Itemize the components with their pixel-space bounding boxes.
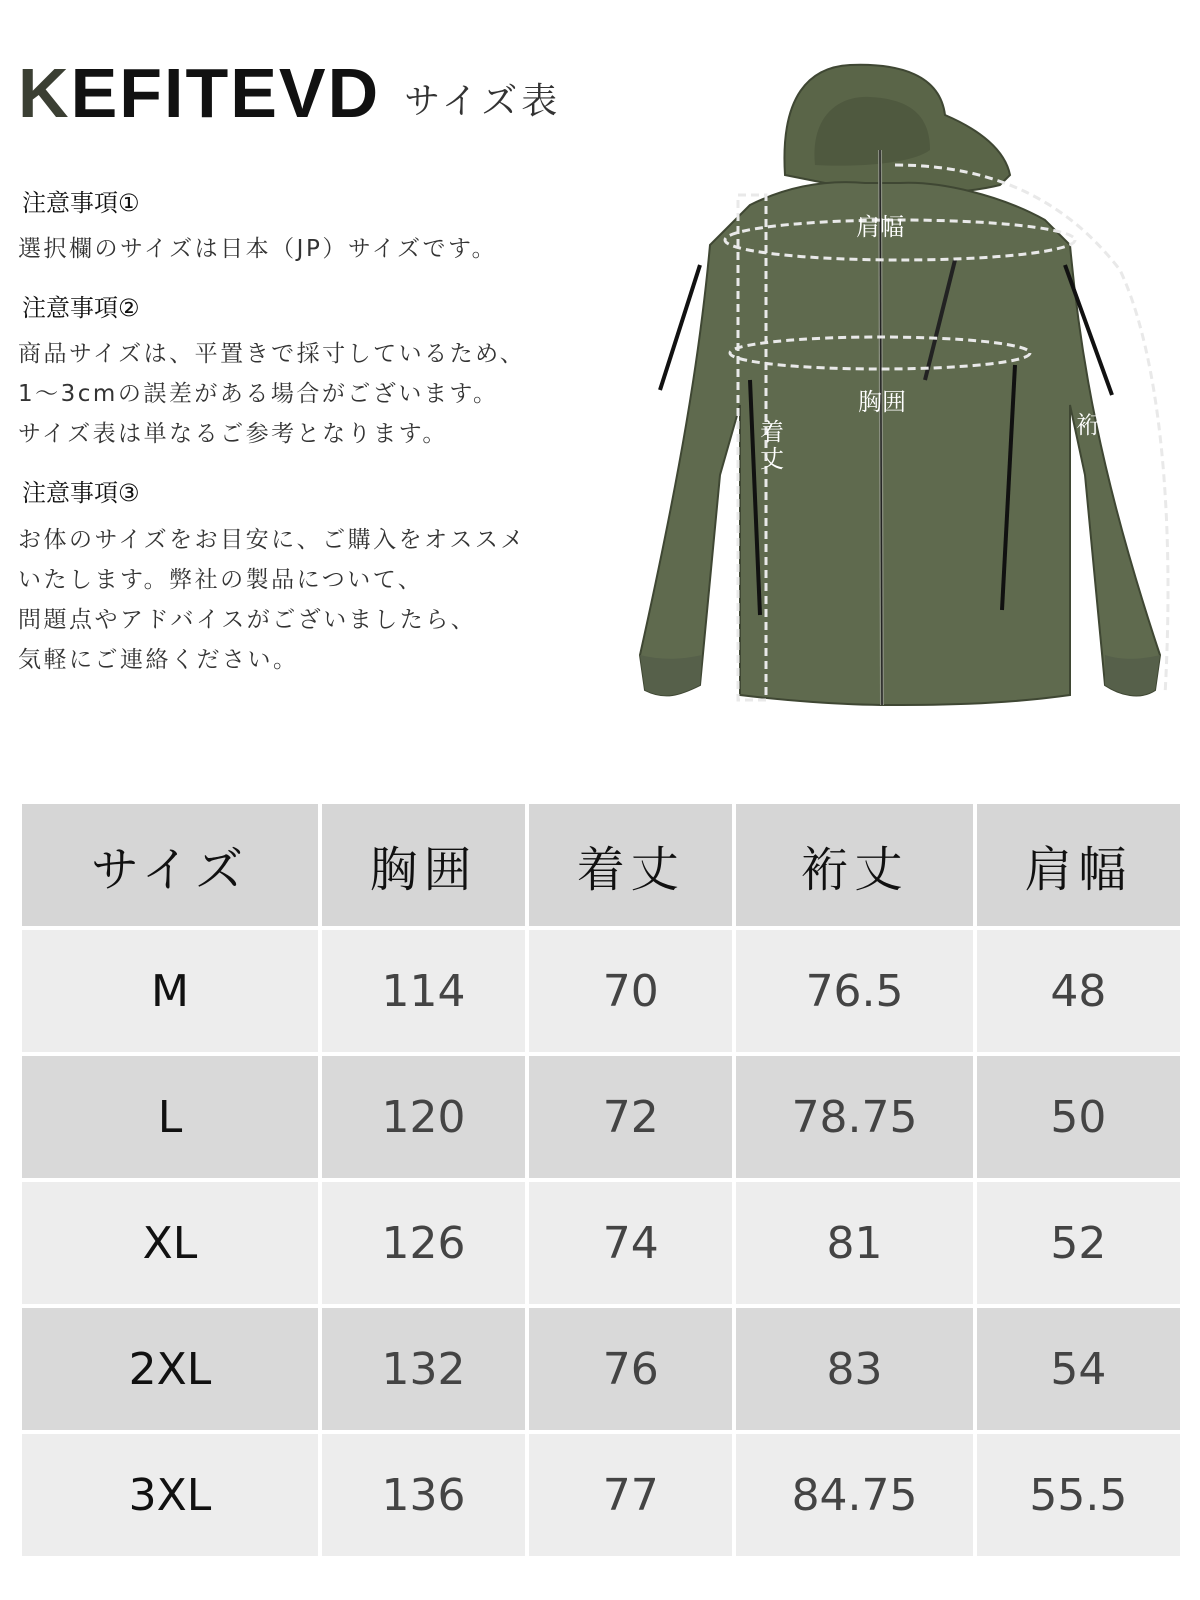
cell-sleeve: 84.75	[736, 1434, 972, 1556]
header-length: 着丈	[529, 804, 732, 926]
brand-logo-k: K	[18, 54, 71, 132]
cell-shoulder: 48	[977, 930, 1180, 1052]
cell-sleeve: 78.75	[736, 1056, 972, 1178]
note-1	[18, 188, 608, 269]
brand-logo	[18, 54, 381, 132]
length-label-top: 着	[760, 418, 784, 446]
header-shoulder: 肩幅	[977, 804, 1180, 926]
sleeve-label: 裄丈	[1076, 411, 1124, 439]
cell-size: L	[22, 1056, 318, 1178]
cell-shoulder: 52	[977, 1182, 1180, 1304]
brand-logo-rest: EFITEVD	[70, 54, 381, 132]
note-line: 選択欄のサイズは日本（JP）サイズです。	[18, 236, 498, 263]
note-line: 1〜3cmの誤差がある場合がございます。	[18, 381, 499, 408]
note-line: お体のサイズをお目安に、ご購入をオススメ	[18, 526, 526, 553]
chest-label: 胸囲	[858, 388, 906, 416]
note-line: いたします。弊社の製品について、	[18, 566, 424, 593]
cell-length: 74	[529, 1182, 732, 1304]
table-row	[22, 1434, 1180, 1556]
right-cuff	[1105, 655, 1160, 695]
table-row	[22, 1056, 1180, 1178]
table-header-row	[22, 804, 1180, 926]
notes-section	[18, 188, 608, 704]
cell-chest: 132	[322, 1308, 525, 1430]
cell-chest: 114	[322, 930, 525, 1052]
table-row	[22, 930, 1180, 1052]
cell-chest: 120	[322, 1056, 525, 1178]
table-row	[22, 1182, 1180, 1304]
header-sleeve: 裄丈	[736, 804, 972, 926]
cell-length: 72	[529, 1056, 732, 1178]
cell-length: 77	[529, 1434, 732, 1556]
note-line: サイズ表は単なるご参考となります。	[18, 421, 448, 448]
cell-size: XL	[22, 1182, 318, 1304]
header-chest: 胸囲	[322, 804, 525, 926]
note-2	[18, 293, 608, 454]
cell-chest: 136	[322, 1434, 525, 1556]
brand-header	[18, 54, 562, 132]
header-size: サイズ	[22, 804, 318, 926]
shoulder-label: 肩幅	[856, 213, 904, 241]
cell-shoulder: 50	[977, 1056, 1180, 1178]
note-3	[18, 478, 608, 679]
note-line: 気軽にご連絡ください。	[18, 646, 299, 673]
cell-sleeve: 83	[736, 1308, 972, 1430]
page-title: サイズ表	[404, 81, 562, 122]
cell-shoulder: 54	[977, 1308, 1180, 1430]
cell-size: M	[22, 930, 318, 1052]
cell-chest: 126	[322, 1182, 525, 1304]
length-label-bottom: 丈	[760, 445, 784, 473]
note-heading: 注意事項③	[22, 479, 140, 508]
jacket-body	[640, 182, 1160, 705]
cell-length: 70	[529, 930, 732, 1052]
cell-size: 3XL	[22, 1434, 318, 1556]
size-table	[18, 800, 1184, 1560]
cell-sleeve: 81	[736, 1182, 972, 1304]
cell-shoulder: 55.5	[977, 1434, 1180, 1556]
cell-size: 2XL	[22, 1308, 318, 1430]
note-heading: 注意事項②	[22, 294, 140, 323]
note-heading: 注意事項①	[22, 189, 140, 217]
note-line: 問題点やアドバイスがございましたら、	[18, 606, 477, 633]
cell-sleeve: 76.5	[736, 930, 972, 1052]
cell-length: 76	[529, 1308, 732, 1430]
table-row	[22, 1308, 1180, 1430]
jacket-diagram	[600, 55, 1200, 735]
note-line: 商品サイズは、平置きで採寸しているため、	[18, 341, 526, 368]
